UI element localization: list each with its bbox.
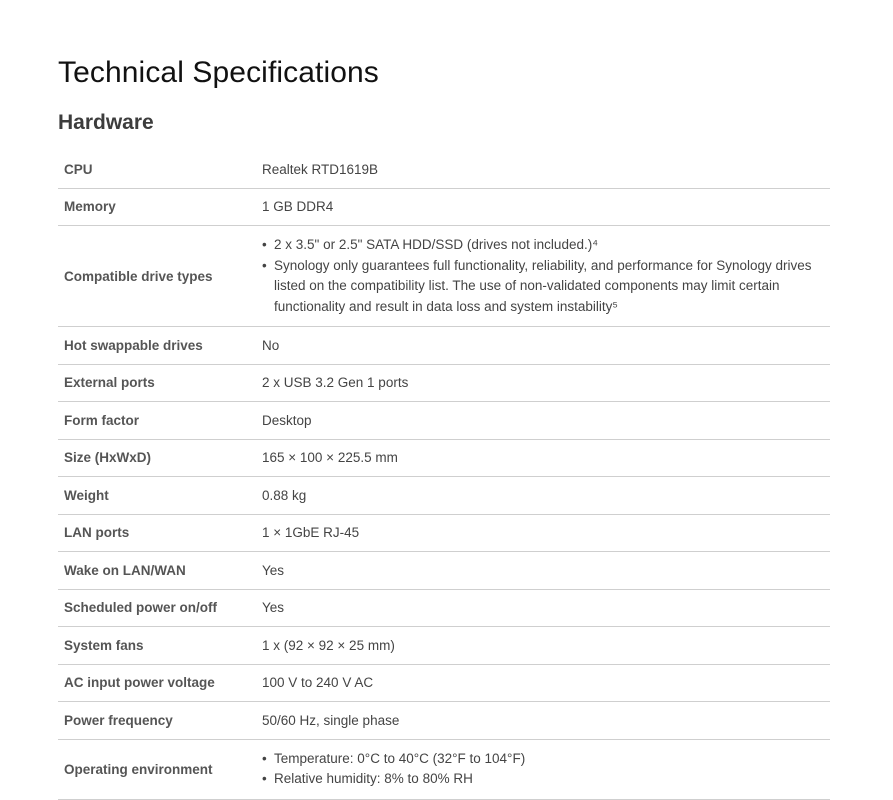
list-item: • Relative humidity: 8% to 80% RH	[262, 769, 830, 790]
spec-label: Operating environment	[58, 739, 262, 799]
table-row	[58, 739, 830, 799]
spec-value: 50/60 Hz, single phase	[262, 702, 830, 740]
spec-label: System fans	[58, 627, 262, 665]
spec-label: Size (HxWxD)	[58, 439, 262, 477]
spec-value: 100 V to 240 V AC	[262, 664, 830, 702]
list-item: • Synology only guarantees full functionality, reliability, and performance for Synology drives listed on the compatibility list. The use of non-validated components may limit certain functionality and result in data loss and system instability⁵	[262, 256, 830, 318]
spec-label: Memory	[58, 188, 262, 226]
table-row	[58, 327, 830, 365]
table-row	[58, 364, 830, 402]
table-row	[58, 402, 830, 440]
table-row	[58, 627, 830, 665]
spec-value	[262, 226, 830, 327]
hardware-spec-table	[58, 151, 830, 800]
section-title-hardware: Hardware	[58, 111, 154, 134]
spec-label: Form factor	[58, 402, 262, 440]
spec-value	[262, 739, 830, 799]
table-row	[58, 226, 830, 327]
table-row	[58, 589, 830, 627]
table-row	[58, 439, 830, 477]
spec-value: 1 x (92 × 92 × 25 mm)	[262, 627, 830, 665]
spec-label: Power frequency	[58, 702, 262, 740]
spec-value: Yes	[262, 552, 830, 590]
page-title: Technical Specifications	[58, 56, 379, 89]
table-row	[58, 151, 830, 188]
spec-value: 2 x USB 3.2 Gen 1 ports	[262, 364, 830, 402]
spec-value: 1 GB DDR4	[262, 188, 830, 226]
spec-value: Desktop	[262, 402, 830, 440]
table-row	[58, 514, 830, 552]
spec-label: AC input power voltage	[58, 664, 262, 702]
spec-value: Yes	[262, 589, 830, 627]
table-row	[58, 664, 830, 702]
table-row	[58, 188, 830, 226]
bullet-list	[262, 749, 830, 790]
spec-label: Hot swappable drives	[58, 327, 262, 365]
spec-value: 0.88 kg	[262, 477, 830, 515]
spec-label: Compatible drive types	[58, 226, 262, 327]
table-row	[58, 702, 830, 740]
spec-label: Wake on LAN/WAN	[58, 552, 262, 590]
spec-label: CPU	[58, 151, 262, 188]
spec-label: LAN ports	[58, 514, 262, 552]
list-item: • 2 x 3.5" or 2.5" SATA HDD/SSD (drives not included.)⁴	[262, 235, 830, 256]
list-item: • Temperature: 0°C to 40°C (32°F to 104°F)	[262, 749, 830, 770]
spec-label: External ports	[58, 364, 262, 402]
spec-label: Weight	[58, 477, 262, 515]
table-row	[58, 477, 830, 515]
spec-value: Realtek RTD1619B	[262, 151, 830, 188]
table-row	[58, 552, 830, 590]
spec-value: 165 × 100 × 225.5 mm	[262, 439, 830, 477]
spec-value: No	[262, 327, 830, 365]
spec-label: Scheduled power on/off	[58, 589, 262, 627]
spec-value: 1 × 1GbE RJ-45	[262, 514, 830, 552]
bullet-list	[262, 235, 830, 317]
